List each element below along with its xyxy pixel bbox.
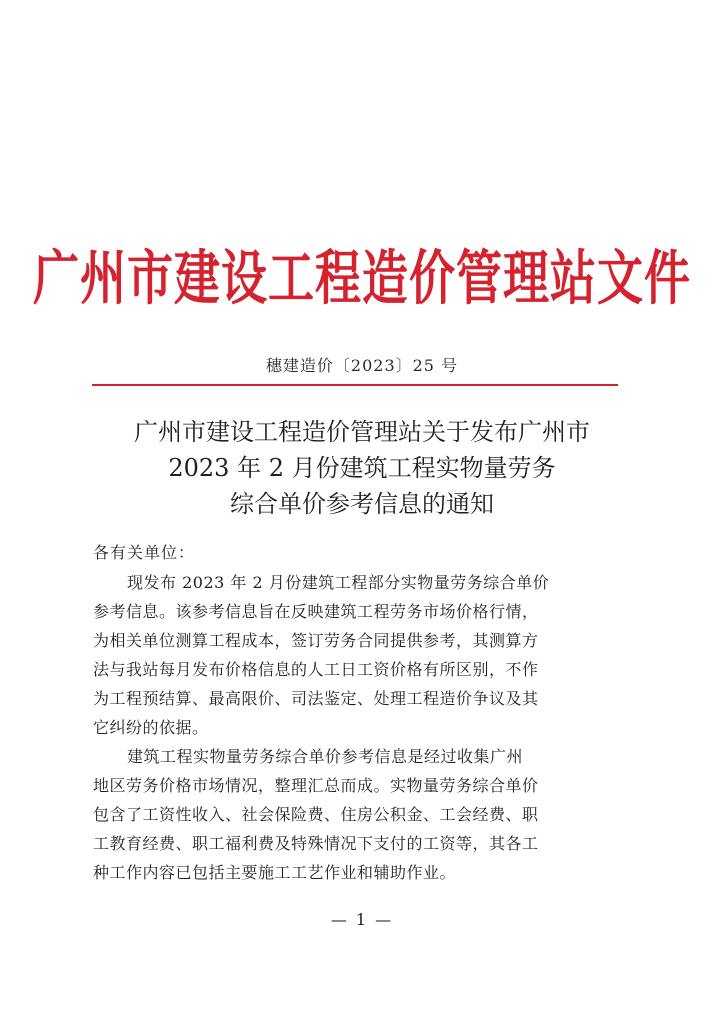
paragraph-line: 现发布 2023 年 2 月份建筑工程部分实物量劳务综合单价: [127, 573, 550, 592]
page-number: — 1 —: [330, 910, 394, 929]
paragraph-line: 参考信息。该参考信息旨在反映建筑工程劳务市场价格行情，: [93, 602, 539, 621]
paragraph-1: [93, 568, 608, 742]
paragraph-line: 法与我站每月发布价格信息的人工日工资价格有所区别，不作: [93, 660, 539, 679]
paragraph-line: 为相关单位测算工程成本，签订劳务合同提供参考，其测算方: [93, 631, 539, 650]
paragraph-line: 地区劳务价格市场情况，整理汇总而成。实物量劳务综合单价: [93, 776, 539, 795]
salutation: 各有关单位：: [93, 543, 196, 562]
document-number: 穗建造价〔2023〕25 号: [265, 356, 459, 375]
notice-title-line: 2023 年 2 月份建筑工程实物量劳务: [168, 454, 556, 482]
masthead-title: 广州市建设工程造价管理站文件: [33, 243, 691, 313]
paragraph-line: 为工程预结算、最高限价、司法鉴定、处理工程造价争议及其: [93, 689, 539, 708]
paragraph-2: [93, 742, 608, 887]
paragraph-line: 包含了工资性收入、社会保险费、住房公积金、工会经费、职: [93, 805, 539, 824]
red-divider-line: [92, 384, 618, 386]
paragraph-line: 它纠纷的依据。: [93, 718, 209, 737]
notice-title: [0, 414, 724, 522]
notice-title-line: 综合单价参考信息的通知: [230, 490, 494, 518]
paragraph-line: 工教育经费、职工福利费及特殊情况下支付的工资等，其各工: [93, 834, 539, 853]
paragraph-line: 建筑工程实物量劳务综合单价参考信息是经过收集广州: [127, 747, 524, 766]
notice-title-line: 广州市建设工程造价管理站关于发布广州市: [134, 418, 590, 446]
paragraph-line: 种工作内容已包括主要施工工艺作业和辅助作业。: [93, 863, 457, 882]
